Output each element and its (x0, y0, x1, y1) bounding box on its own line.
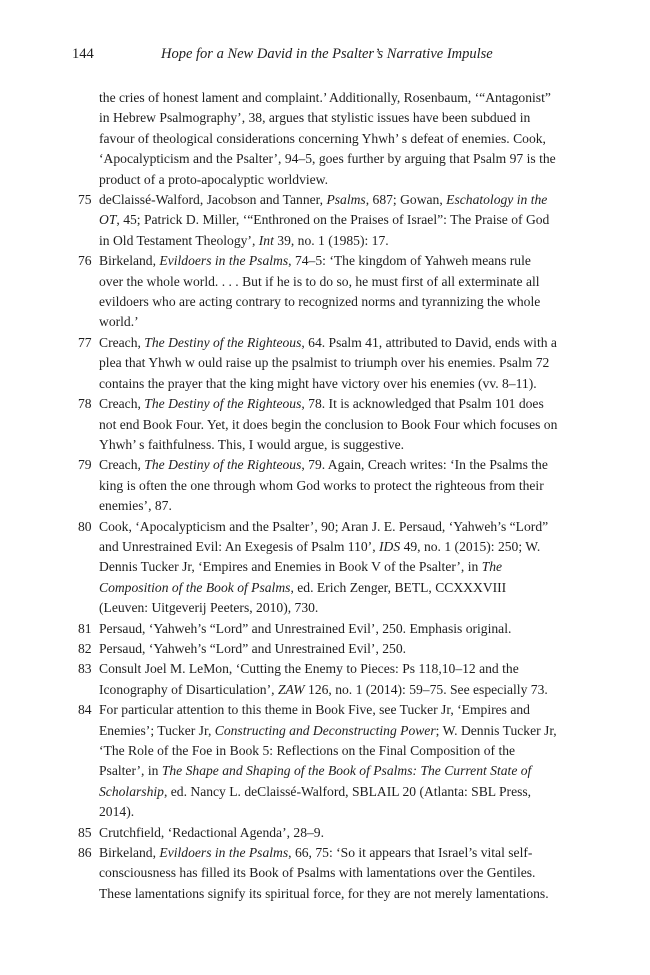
footnote-text: Crutchfield, ‘Redactional Agenda’, 28–9. (99, 824, 324, 840)
footnote-number: 84 (78, 702, 92, 718)
italic-title: Psalms (326, 192, 366, 208)
footnote-80 (0, 517, 650, 619)
running-header (72, 46, 590, 68)
footnote-78 (0, 394, 650, 455)
footnote-text: 39, no. 1 (1985): 17. (273, 232, 389, 248)
italic-title: Int (258, 232, 274, 248)
footnote-text: the cries of honest lament and complaint.’ Additionally, Rosenbaum, ‘“Antagonist” in Hebrew Psalmography’, 38, argues that stylistic issues have been subdued in favour of theological considerations concerning Yhwh’ s defeat of enemies. Cook, ‘Apocalypticism and the Psalter’, 94–5, goes further by arguing that Psalm 97 is the product of a proto-apocalyptic worldview. (99, 90, 556, 187)
footnote-text: Cook, ‘Apocalypticism and the Psalter’, 90; Aran J. E. Persaud, ‘Yahweh’s “Lord” and Unrestrained Evil: An Exegesis of Psalm 110’, (99, 518, 549, 554)
italic-title: Eschatology in the OT (99, 192, 548, 228)
footnote-76 (0, 251, 650, 333)
footnote-number: 75 (78, 192, 92, 208)
italic-title: ZAW (277, 681, 305, 697)
footnote-text: , 78. It is acknowledged that Psalm 101 does not end Book Four. Yet, it does begin the conclusion to Book Four which focuses on Yhwh’ s faithfulness. This, I would argue, is suggestive. (99, 396, 558, 452)
running-title: Hope for a New David in the Psalter’s Narrative Impulse (161, 46, 493, 62)
footnote-text: , 74–5: ‘The kingdom of Yahweh means rule over the whole world. . . . But if he is to do so, he must first of all exterminate all evildoers who are acting contrary to recognized norms and tyrannizing the whole world.’ (99, 253, 541, 330)
footnote-text: For particular attention to this theme in Book Five, see Tucker Jr, ‘Empires and Enemies’; Tucker Jr, (99, 702, 530, 738)
footnote-continuation (0, 88, 650, 190)
footnote-number: 76 (78, 253, 92, 269)
footnote-85 (0, 823, 650, 843)
footnote-75 (0, 190, 650, 251)
footnote-text: deClaissé-Walford, Jacobson and Tanner, (99, 192, 327, 208)
footnote-text: 49, no. 1 (2015): 250; W. Dennis Tucker Jr, ‘Empires and Enemies in Book V of the Psalter’, in (99, 538, 541, 575)
italic-title: The Shape and Shaping of the Book of Psalms: The Current State of Scholarship (99, 763, 532, 799)
footnote-86 (0, 843, 650, 904)
footnote-text: Creach, (99, 396, 145, 412)
footnote-79 (0, 455, 650, 516)
footnote-number: 81 (78, 620, 92, 636)
footnote-number: 77 (78, 334, 92, 350)
italic-title: The Destiny of the Righteous (144, 334, 302, 350)
footnote-number: 80 (78, 518, 92, 534)
footnote-text: Creach, (99, 457, 145, 473)
footnote-text: Birkeland, (99, 845, 160, 861)
footnote-text: , 64. Psalm 41, attributed to David, ends with a plea that Yhwh w ould raise up the psalmist to triumph over his enemies. Psalm 72 contains the prayer that the king might have victory over his enemies (vv. 8–11). (99, 334, 557, 391)
footnote-number: 83 (78, 661, 92, 677)
footnote-number: 85 (78, 824, 92, 840)
footnote-text: Birkeland, (99, 253, 160, 269)
footnote-82 (0, 639, 650, 659)
italic-title: Evildoers in the Psalms (159, 253, 289, 269)
footnotes-list (0, 88, 650, 904)
footnote-84 (0, 700, 650, 822)
footnote-text: Persaud, ‘Yahweh’s “Lord” and Unrestrained Evil’, 250. (99, 640, 407, 656)
footnote-text: ; W. Dennis Tucker Jr, ‘The Role of the Foe in Book 5: Reflections on the Final Composition of the Psalter’, in (99, 722, 557, 779)
footnote-text: , 45; Patrick D. Miller, ‘“Enthroned on the Praises of Israel”: The Praise of God in Old Testament Theology’, (99, 212, 550, 248)
footnote-number: 78 (78, 396, 92, 412)
italic-title: Evildoers in the Psalms (159, 845, 289, 861)
footnote-81 (0, 619, 650, 639)
footnote-text: 126, no. 1 (2014): 59–75. See especially 73. (304, 681, 548, 697)
footnote-text: , 79. Again, Creach writes: ‘In the Psalms the king is often the one through whom God works to protect the righteous from their enemies’, 87. (99, 457, 548, 514)
footnote-text: , ed. Nancy L. deClaissé-Walford, SBLAIL 20 (Atlanta: SBL Press, 2014). (99, 783, 532, 820)
footnote-number: 82 (78, 640, 92, 656)
footnote-text: , ed. Erich Zenger, BETL, CCXXXVIII (Leuven: Uitgeverij Peeters, 2010), 730. (99, 579, 507, 616)
footnote-text: , 66, 75: ‘So it appears that Israel’s vital self-consciousness has filled its Book of Psalms with lamentations over the Gentiles. These lamentations signify its spiritual force, for they are not merely lamentations. (99, 845, 549, 901)
footnote-83 (0, 659, 650, 700)
footnote-text: , 687; Gowan, (365, 192, 447, 208)
footnote-text: Persaud, ‘Yahweh’s “Lord” and Unrestrained Evil’, 250. Emphasis original. (99, 620, 512, 636)
italic-title: The Composition of the Book of Psalms (99, 559, 503, 595)
page-number: 144 (72, 46, 94, 62)
footnote-text: Consult Joel M. LeMon, ‘Cutting the Enemy to Pieces: Ps 118,10–12 and the Iconography of Disarticulation’, (99, 661, 519, 697)
footnote-77 (0, 333, 650, 394)
footnote-number: 79 (78, 457, 92, 473)
italic-title: IDS (379, 538, 401, 554)
italic-title: The Destiny of the Righteous (144, 396, 302, 412)
italic-title: Constructing and Deconstructing Power (214, 722, 436, 738)
footnote-number: 86 (78, 845, 92, 861)
italic-title: The Destiny of the Righteous (144, 457, 302, 473)
footnote-text: Creach, (99, 334, 145, 350)
